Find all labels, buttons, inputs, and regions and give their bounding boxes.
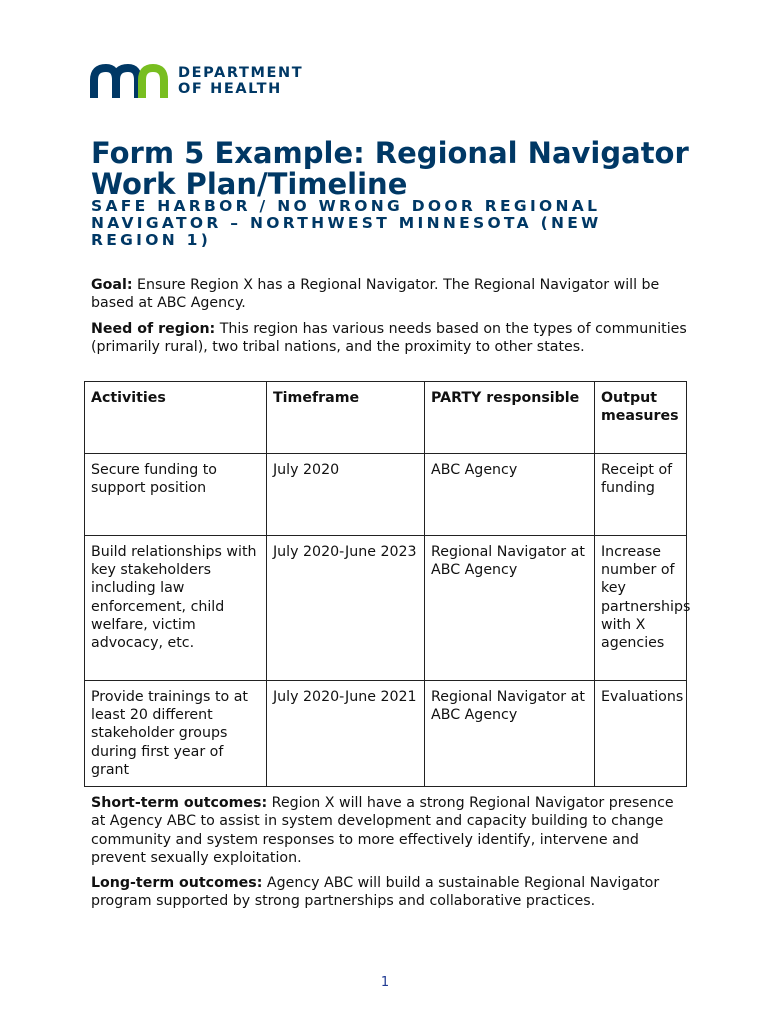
table-row	[85, 536, 687, 681]
header-timeframe: Timeframe	[267, 382, 425, 454]
need-paragraph	[91, 320, 691, 357]
page-subtitle: SAFE HARBOR / NO WRONG DOOR REGIONAL NAVIGATOR – NORTHWEST MINNESOTA (NEW REGION 1)	[91, 197, 602, 249]
logo-text	[178, 65, 303, 97]
long-term-text: Agency ABC will build a sustainable Regional Navigator program supported by strong partnerships and collaborative practices.	[91, 875, 660, 910]
cell-output: Increase number of key partnerships with X agencies	[595, 536, 687, 681]
table-row	[85, 454, 687, 536]
cell-timeframe: July 2020-June 2021	[267, 681, 425, 787]
table-header-row	[85, 382, 687, 454]
table-row	[85, 681, 687, 787]
header-output: Output measures	[595, 382, 687, 454]
logo-line-1: DEPARTMENT	[178, 65, 304, 81]
goal-label: Goal:	[91, 277, 133, 293]
cell-output: Receipt of funding	[595, 454, 687, 536]
cell-timeframe: July 2020-June 2023	[267, 536, 425, 681]
goal-text: Ensure Region X has a Regional Navigator. The Regional Navigator will be based at ABC Agency.	[91, 277, 660, 312]
work-plan-table	[84, 381, 691, 787]
header-activities: Activities	[85, 382, 267, 454]
page-title: Form 5 Example: Regional Navigator Work Plan/Timeline	[91, 136, 689, 201]
cell-party: Regional Navigator at ABC Agency	[425, 681, 595, 787]
long-term-label: Long-term outcomes:	[91, 875, 263, 891]
page-number: 1	[380, 975, 390, 990]
mdh-logo	[90, 64, 303, 98]
short-term-text: Region X will have a strong Regional Navigator presence at Agency ABC to assist in system development and capacity building to change community and system responses to more effectively identify, intervene and prevent sexually exploitation.	[91, 795, 674, 866]
short-term-label: Short-term outcomes:	[91, 795, 268, 811]
cell-output: Evaluations	[595, 681, 687, 787]
need-text: This region has various needs based on the types of communities (primarily rural), two tribal nations, and the proximity to other states.	[91, 321, 687, 356]
goal-paragraph	[91, 276, 691, 313]
header-party: PARTY responsible	[425, 382, 595, 454]
cell-timeframe: July 2020	[267, 454, 425, 536]
cell-activity: Build relationships with key stakeholders including law enforcement, child welfare, victim advocacy, etc.	[85, 536, 267, 681]
cell-party: ABC Agency	[425, 454, 595, 536]
cell-activity: Provide trainings to at least 20 different stakeholder groups during first year of grant	[85, 681, 267, 787]
long-term-paragraph	[91, 874, 691, 911]
mn-logo-mark-icon	[90, 64, 168, 98]
logo-line-2: OF HEALTH	[178, 81, 282, 97]
cell-activity: Secure funding to support position	[85, 454, 267, 536]
need-label: Need of region:	[91, 321, 216, 337]
cell-party: Regional Navigator at ABC Agency	[425, 536, 595, 681]
short-term-paragraph	[91, 794, 691, 867]
